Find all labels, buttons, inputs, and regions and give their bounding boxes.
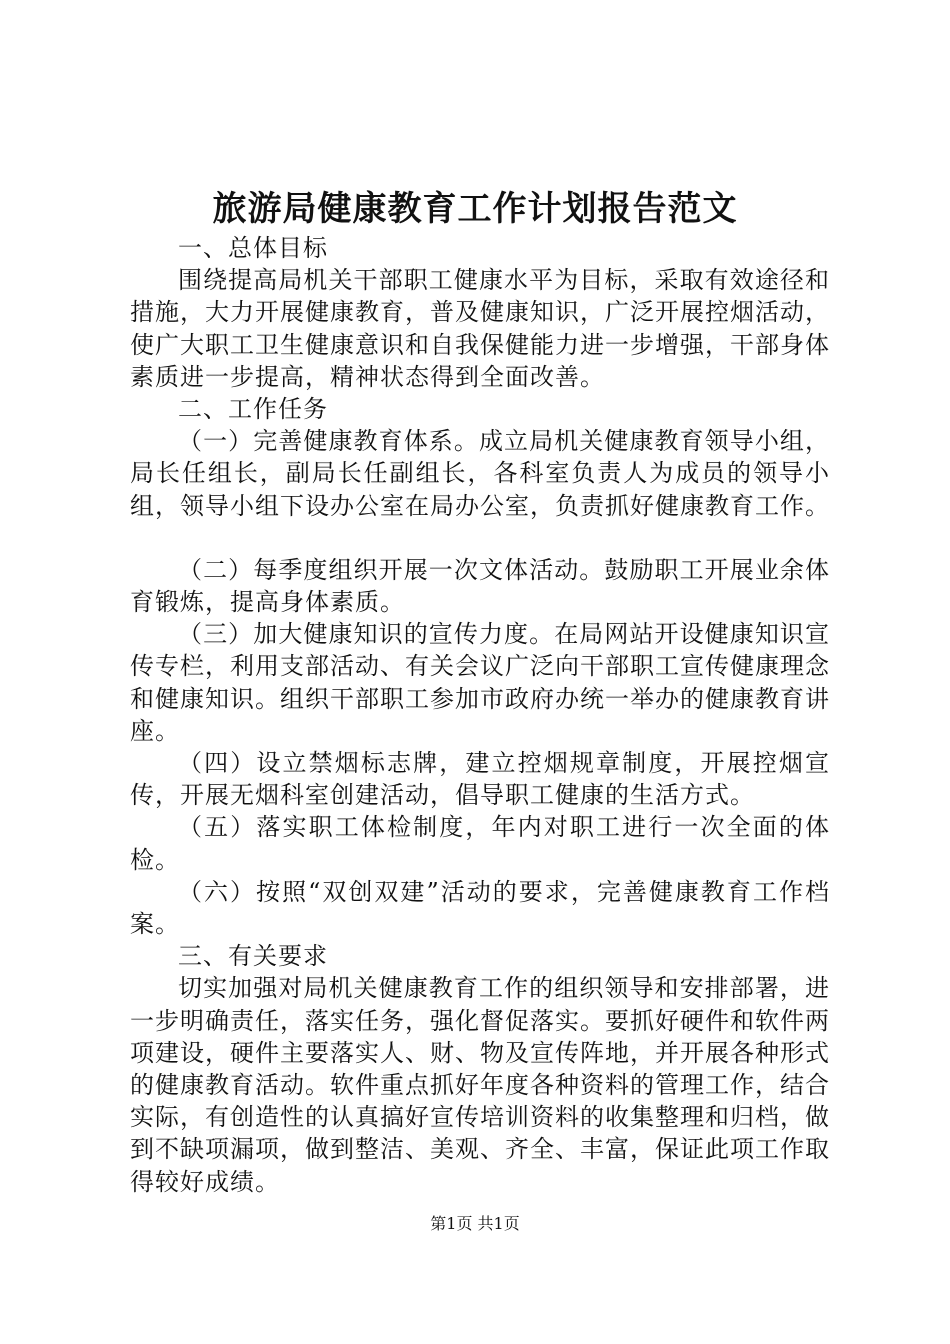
document-body [130, 232, 830, 1198]
paragraph-task-5: （五）落实职工体检制度，年内对职工进行一次全面的体检。 [130, 813, 830, 874]
paragraph-requirements: 切实加强对局机关健康教育工作的组织领导和安排部署，进一步明确责任，落实任务，强化督促落实。要抓好硬件和软件两项建设，硬件主要落实人、财、物及宣传阵地，并开展各种形式的健康教育活动。软件重点抓好年度各种资料的管理工作，结合实际，有创造性的认真搞好宣传培训资料的收集整理和归档，做到不缺项漏项，做到整洁、美观、齐全、丰富，保证此项工作取得较好成绩。 [130, 974, 830, 1196]
paragraph-task-1: （一）完善健康教育体系。成立局机关健康教育领导小组，局长任组长，副局长任副组长，各科室负责人为成员的领导小组，领导小组下设办公室在局办公室，负责抓好健康教育工作。 [130, 427, 830, 520]
page-footer: 第1页 共1页 [430, 1214, 520, 1233]
section-heading-work-tasks: 二、工作任务 [178, 395, 328, 424]
paragraph-task-3: （三）加大健康知识的宣传力度。在局网站开设健康知识宣传专栏，利用支部活动、有关会议广泛向干部职工宣传健康理念和健康知识。组织干部职工参加市政府办统一举办的健康教育讲座。 [130, 620, 830, 745]
paragraph-task-2: （二）每季度组织开展一次文体活动。鼓励职工开展业余体育锻炼，提高身体素质。 [130, 555, 830, 617]
document-title: 旅游局健康教育工作计划报告范文 [212, 189, 738, 229]
paragraph-task-4: （四）设立禁烟标志牌，建立控烟规章制度，开展控烟宣传，开展无烟科室创建活动，倡导职工健康的生活方式。 [130, 749, 830, 810]
section-heading-requirements: 三、有关要求 [178, 942, 328, 971]
paragraph-overall-goal: 围绕提高局机关干部职工健康水平为目标，采取有效途径和措施，大力开展健康教育，普及健康知识，广泛开展控烟活动，使广大职工卫生健康意识和自我保健能力进一步增强，干部身体素质进一步提高，精神状态得到全面改善。 [130, 266, 830, 391]
section-heading-overall-goal: 一、总体目标 [178, 234, 328, 262]
paragraph-task-6: （六）按照“双创双建”活动的要求，完善健康教育工作档案。 [130, 877, 830, 939]
